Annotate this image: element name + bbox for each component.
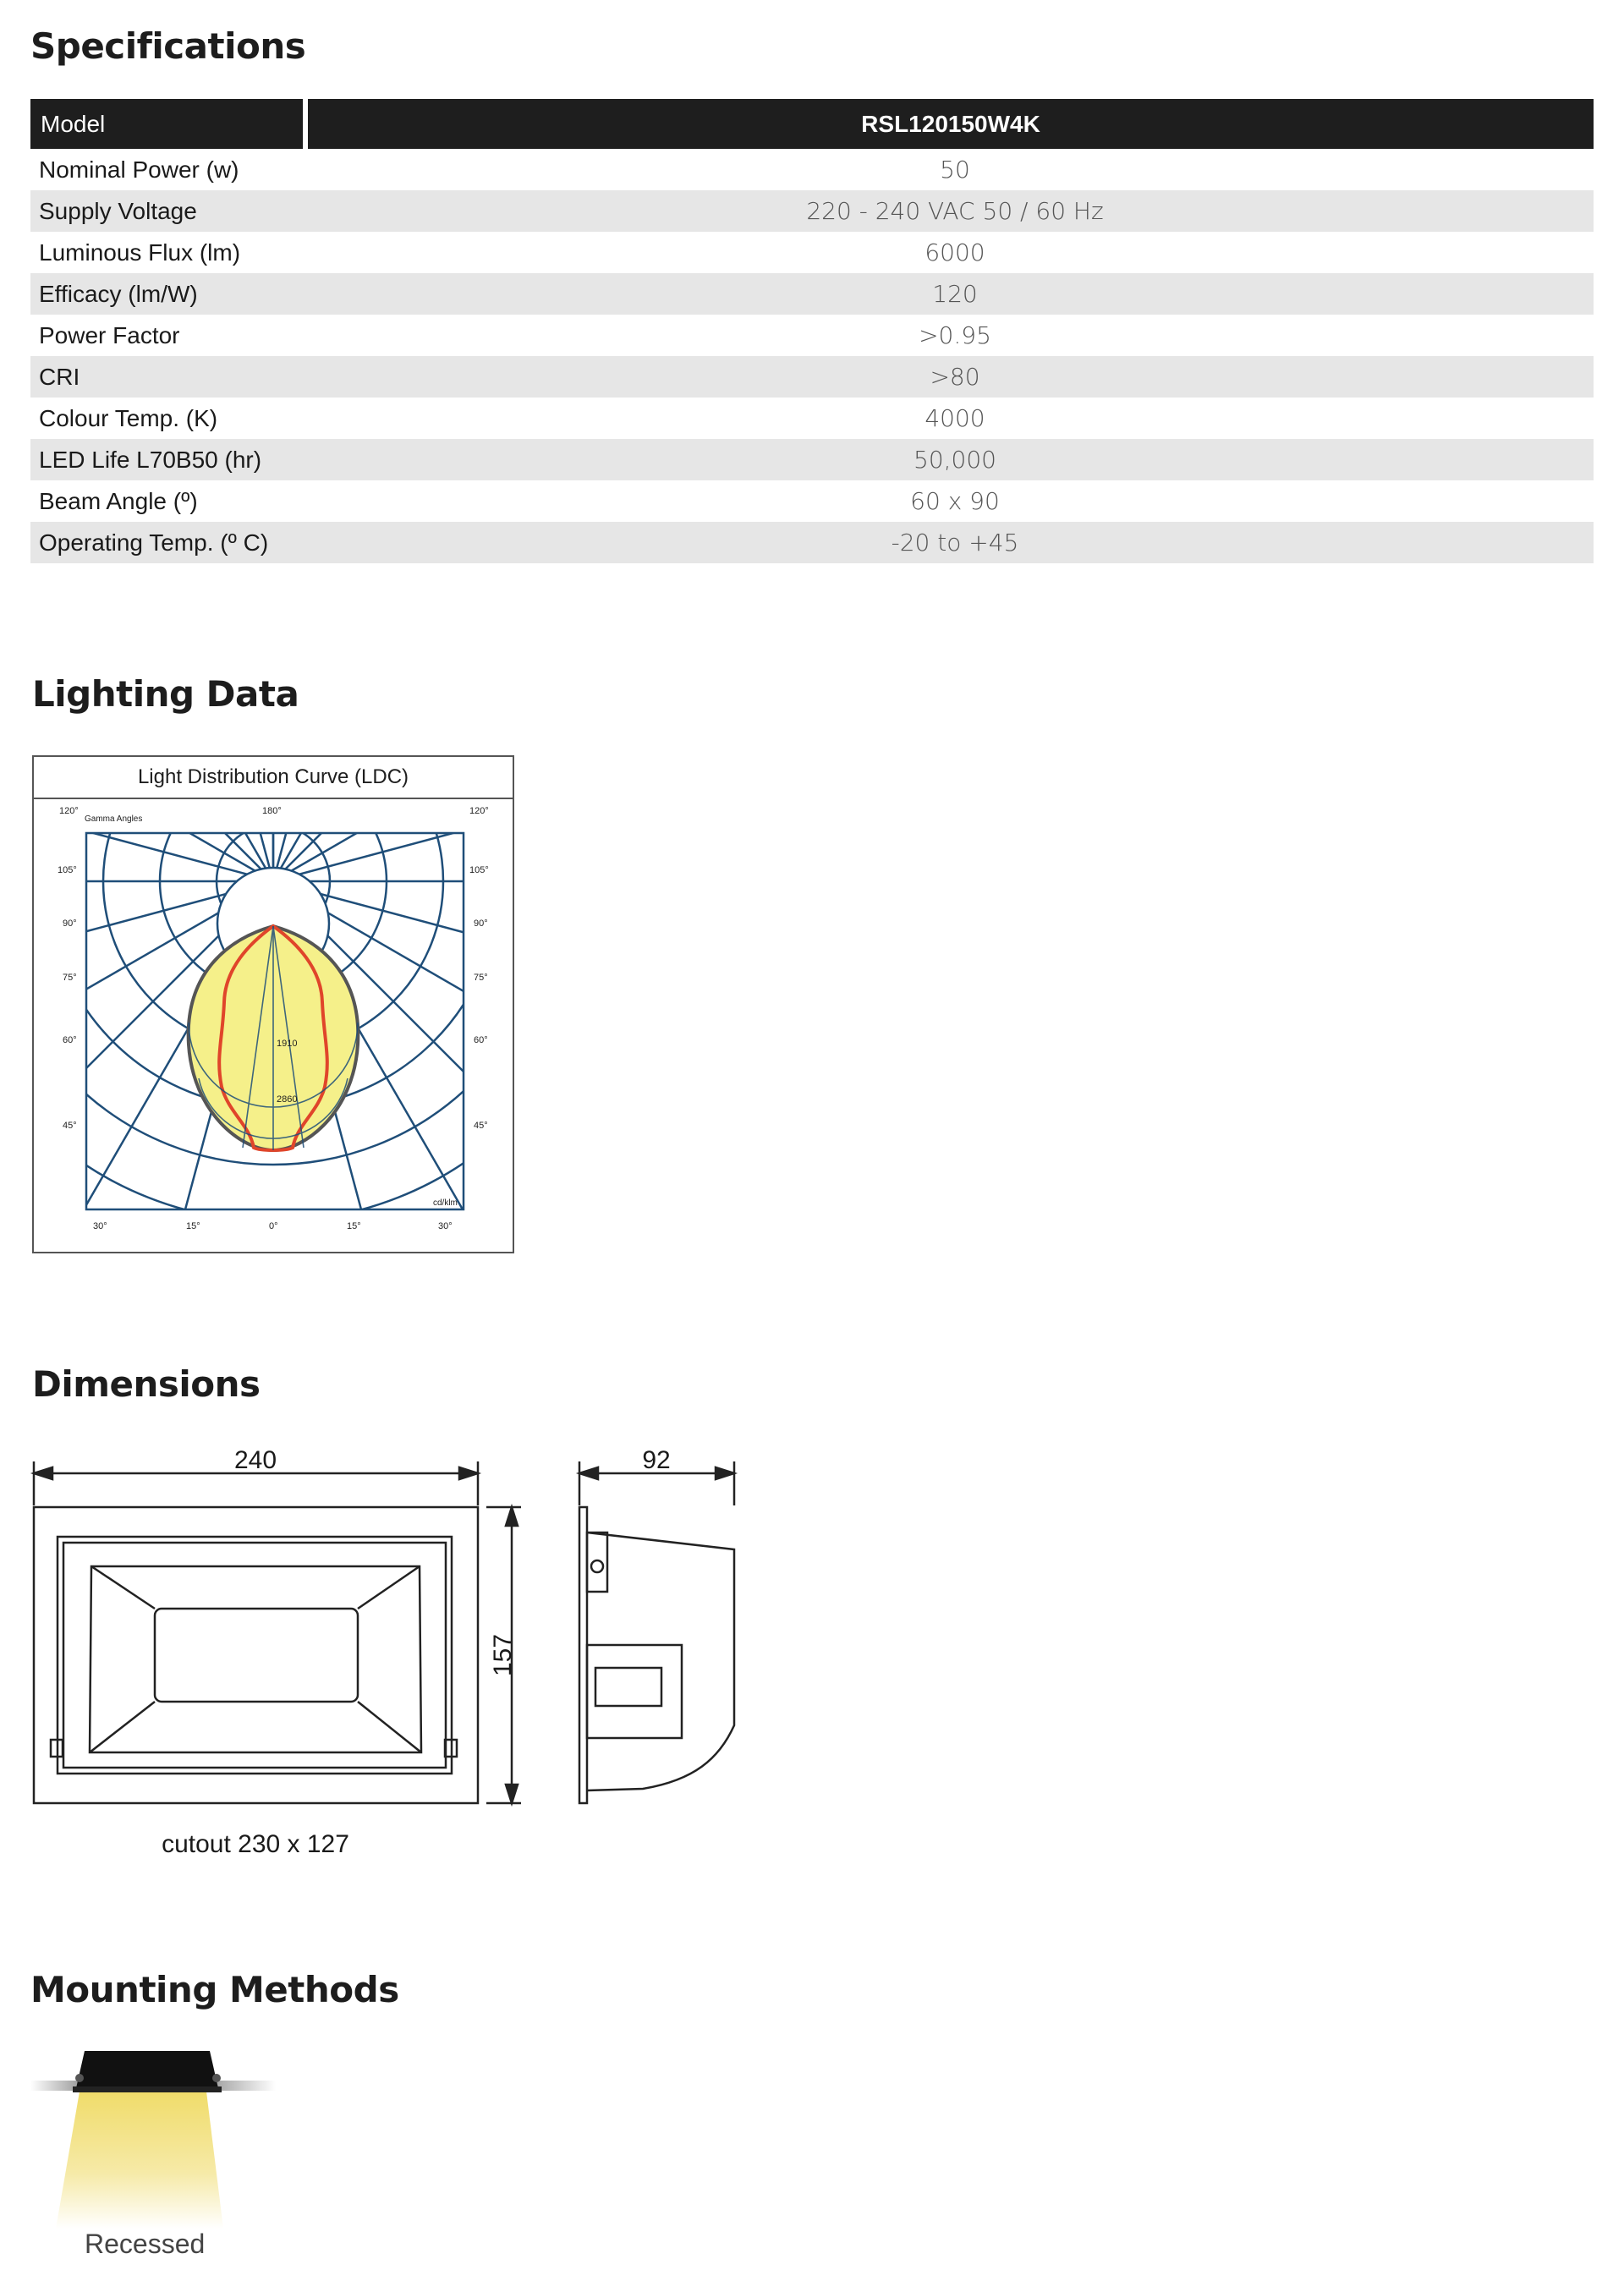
spec-key: Luminous Flux (lm) <box>39 239 241 266</box>
dimension-height: 157 <box>489 1633 517 1677</box>
angle-label-top-right: 120° <box>469 806 489 816</box>
gamma-angles-label: Gamma Angles <box>85 814 143 824</box>
spec-key: Colour Temp. (K) <box>39 404 218 431</box>
angle-label-top-center: 180° <box>262 806 282 816</box>
unit-label: cd/klm <box>433 1198 458 1208</box>
spec-key: Supply Voltage <box>39 197 197 224</box>
table-row <box>30 439 1594 480</box>
spec-header-key: Model <box>30 99 303 149</box>
spec-value: 120 <box>932 280 978 308</box>
angle-label-right: 45° <box>474 1121 488 1131</box>
angle-label-left: 75° <box>63 973 77 983</box>
ldc-title: Light Distribution Curve (LDC) <box>34 757 513 799</box>
angle-label-left: 105° <box>58 865 77 875</box>
spec-value: 6000 <box>924 239 985 266</box>
spec-key: Efficacy (lm/W) <box>39 280 198 307</box>
spec-key: Nominal Power (w) <box>39 156 239 183</box>
mounting-methods-heading: Mounting Methods <box>30 1969 399 2010</box>
table-row <box>30 149 1594 190</box>
recessed-label: Recessed <box>85 2229 206 2259</box>
angle-label-bottom: 15° <box>347 1221 361 1231</box>
spec-key: LED Life L70B50 (hr) <box>39 446 262 473</box>
specifications-heading: Specifications <box>30 25 306 67</box>
table-row <box>30 190 1594 232</box>
dimensions-drawing <box>0 1438 761 1878</box>
dimensions-heading: Dimensions <box>32 1363 261 1405</box>
angle-label-bottom: 30° <box>438 1221 453 1231</box>
dimension-width: 240 <box>233 1446 277 1474</box>
angle-label-right: 105° <box>469 865 489 875</box>
angle-label-bottom: 30° <box>93 1221 107 1231</box>
spec-value: >80 <box>930 363 980 391</box>
ring-value-label: 2860 <box>277 1094 298 1105</box>
specifications-table <box>30 99 1594 563</box>
table-row <box>30 480 1594 522</box>
table-row <box>30 232 1594 273</box>
spec-value: 220 - 240 VAC 50 / 60 Hz <box>806 197 1104 225</box>
spec-value: >0.95 <box>919 321 991 349</box>
lighting-data-heading: Lighting Data <box>32 673 299 715</box>
spec-value: 4000 <box>924 404 985 432</box>
spec-key: CRI <box>39 363 80 390</box>
spec-value: 60 x 90 <box>910 487 1000 515</box>
angle-label-left: 45° <box>63 1121 77 1131</box>
table-row <box>30 522 1594 563</box>
spec-value: 50 <box>940 156 970 184</box>
spec-value: 50,000 <box>914 446 996 474</box>
cutout-label: cutout 230 x 127 <box>162 1830 349 1858</box>
angle-label-left: 90° <box>63 918 77 929</box>
table-row <box>30 273 1594 315</box>
angle-label-top-left: 120° <box>59 806 79 816</box>
spec-header-value: RSL120150W4K <box>308 99 1594 149</box>
ring-value-label: 1910 <box>277 1039 298 1049</box>
table-row <box>30 356 1594 398</box>
angle-label-right: 60° <box>474 1035 488 1045</box>
spec-key: Operating Temp. (º C) <box>39 529 269 556</box>
angle-label-right: 90° <box>474 918 488 929</box>
ldc-diagram <box>34 799 513 1252</box>
spec-header-row <box>30 99 1594 149</box>
ldc-chart <box>32 755 514 1253</box>
table-row <box>30 315 1594 356</box>
spec-value: -20 to +45 <box>891 529 1019 557</box>
table-row <box>30 398 1594 439</box>
spec-key: Beam Angle (º) <box>39 487 198 514</box>
angle-label-right: 75° <box>474 973 488 983</box>
spec-key: Power Factor <box>39 321 180 348</box>
recessed-mount-icon <box>30 2043 276 2229</box>
angle-label-left: 60° <box>63 1035 77 1045</box>
dimension-depth: 92 <box>642 1446 671 1474</box>
angle-label-bottom: 15° <box>186 1221 200 1231</box>
angle-label-bottom: 0° <box>269 1221 278 1231</box>
